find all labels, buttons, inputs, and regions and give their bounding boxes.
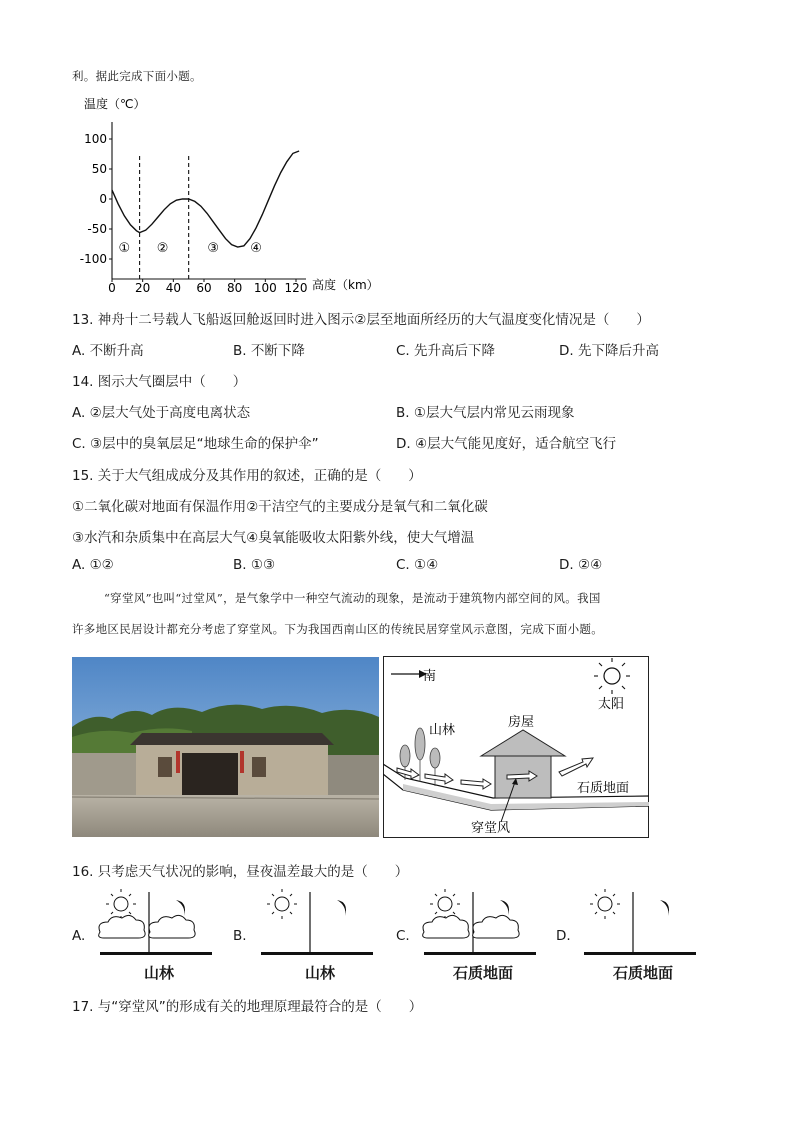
layer-label: ①: [118, 240, 131, 256]
y-tick-label: 0: [99, 192, 107, 206]
x-tick-label: 40: [165, 281, 181, 295]
weather-figure: [72, 886, 212, 960]
x-tick-label: 20: [135, 281, 151, 295]
q13-option-c[interactable]: C. 先升高后下降: [396, 343, 496, 359]
option-surface-label: 石质地面: [452, 964, 513, 982]
q16-option-a[interactable]: [72, 886, 212, 986]
x-tick-label: 120: [284, 281, 308, 295]
moon-icon: [660, 900, 669, 916]
sun-icon: [106, 889, 136, 919]
option-surface-label: 山林: [143, 964, 174, 982]
x-tick-label: 0: [108, 281, 116, 295]
x-tick-label: 60: [196, 281, 212, 295]
moon-icon: [337, 900, 346, 916]
option-letter: A.: [72, 928, 86, 944]
ground-bar: [100, 952, 212, 955]
sun-label: 太阳: [598, 697, 625, 712]
sun-icon: [430, 889, 460, 919]
cloud-icon: [423, 915, 519, 938]
option-letter: C.: [396, 928, 410, 944]
weather-figure: [556, 886, 696, 960]
moon-icon: [176, 900, 185, 916]
sun-icon: [590, 889, 620, 919]
cross-ventilation-diagram: [383, 656, 649, 838]
option-letter: B.: [233, 928, 247, 944]
y-tick-label: 100: [84, 132, 107, 146]
q14-stem: 14. 图示大气圈层中（ ）: [72, 374, 247, 390]
q14-option-b[interactable]: B. ①层大气层内常见云雨现象: [396, 405, 575, 421]
ground-bar: [424, 952, 536, 955]
passage-line1: “穿堂风”也叫“过堂风”，是气象学中一种空气流动的现象，是流动于建筑物内部空间的风。我国: [104, 591, 601, 605]
q14-option-c[interactable]: C. ③层中的臭氧层足“地球生命的保护伞”: [72, 436, 319, 452]
traditional-house-photo: [72, 657, 379, 837]
cross-wind-label: 穿堂风: [471, 821, 511, 836]
q16-option-b[interactable]: [233, 886, 373, 986]
weather-figure: [233, 886, 373, 960]
q13-option-a[interactable]: A. 不断升高: [72, 343, 144, 359]
passage-line2: 许多地区民居设计都充分考虑了穿堂风。下为我国西南山区的传统民居穿堂风示意图，完成下面小题。: [72, 622, 603, 636]
q15-statement-line2: ③水汽和杂质集中在高层大气④臭氧能吸收太阳紫外线，使大气增温: [72, 530, 475, 546]
q13-stem: 13. 神舟十二号载人飞船返回舱返回时进入图示②层至地面所经历的大气温度变化情况是（ ）: [72, 312, 650, 328]
south-label: 南: [423, 669, 437, 684]
chart-xlabel: 高度（km）: [312, 278, 379, 292]
layer-label: ④: [250, 240, 262, 256]
x-tick-label: 80: [227, 281, 243, 295]
option-surface-label: 石质地面: [612, 964, 673, 982]
q16-stem: 16. 只考虑天气状况的影响，昼夜温差最大的是（ ）: [72, 864, 409, 880]
forest-label: 山林: [429, 723, 456, 738]
q14-option-d[interactable]: D. ④层大气能见度好，适合航空飞行: [396, 436, 617, 452]
q13-option-d[interactable]: D. 先下降后升高: [559, 343, 659, 359]
q14-option-a[interactable]: A. ②层大气处于高度电离状态: [72, 405, 251, 421]
layer-label: ③: [207, 240, 220, 256]
q15-statement-line1: ①二氧化碳对地面有保温作用②干洁空气的主要成分是氧气和二氧化碳: [72, 499, 488, 515]
q13-option-b[interactable]: B. 不断下降: [233, 343, 305, 359]
cloud-icon: [99, 915, 195, 938]
sun-icon: [267, 889, 297, 919]
option-letter: D.: [556, 928, 571, 944]
moon-icon: [500, 900, 509, 916]
ground-bar: [584, 952, 696, 955]
q17-stem: 17. 与“穿堂风”的形成有关的地理原理最符合的是（ ）: [72, 999, 423, 1015]
q15-stem: 15. 关于大气组成成分及其作用的叙述，正确的是（ ）: [72, 468, 422, 484]
intro-tail: 利。据此完成下面小题。: [72, 69, 202, 83]
q16-option-c[interactable]: [396, 886, 536, 986]
house-label: 房屋: [508, 715, 535, 730]
y-tick-label: 50: [91, 162, 107, 176]
y-tick-label: -100: [79, 252, 107, 266]
option-surface-label: 山林: [304, 964, 335, 982]
q15-option-c[interactable]: C. ①④: [396, 557, 439, 573]
weather-figure: [396, 886, 536, 960]
x-tick-label: 100: [253, 281, 277, 295]
layer-label: ②: [156, 240, 169, 256]
temperature-height-chart: [70, 92, 390, 302]
q15-option-a[interactable]: A. ①②: [72, 557, 114, 573]
chart-ylabel: 温度（℃）: [84, 97, 146, 111]
q15-option-d[interactable]: D. ②④: [559, 557, 603, 573]
ground-bar: [261, 952, 373, 955]
stone-ground-label: 石质地面: [577, 781, 630, 796]
q16-option-d[interactable]: [556, 886, 696, 986]
q15-option-b[interactable]: B. ①③: [233, 557, 276, 573]
y-tick-label: -50: [87, 222, 107, 236]
